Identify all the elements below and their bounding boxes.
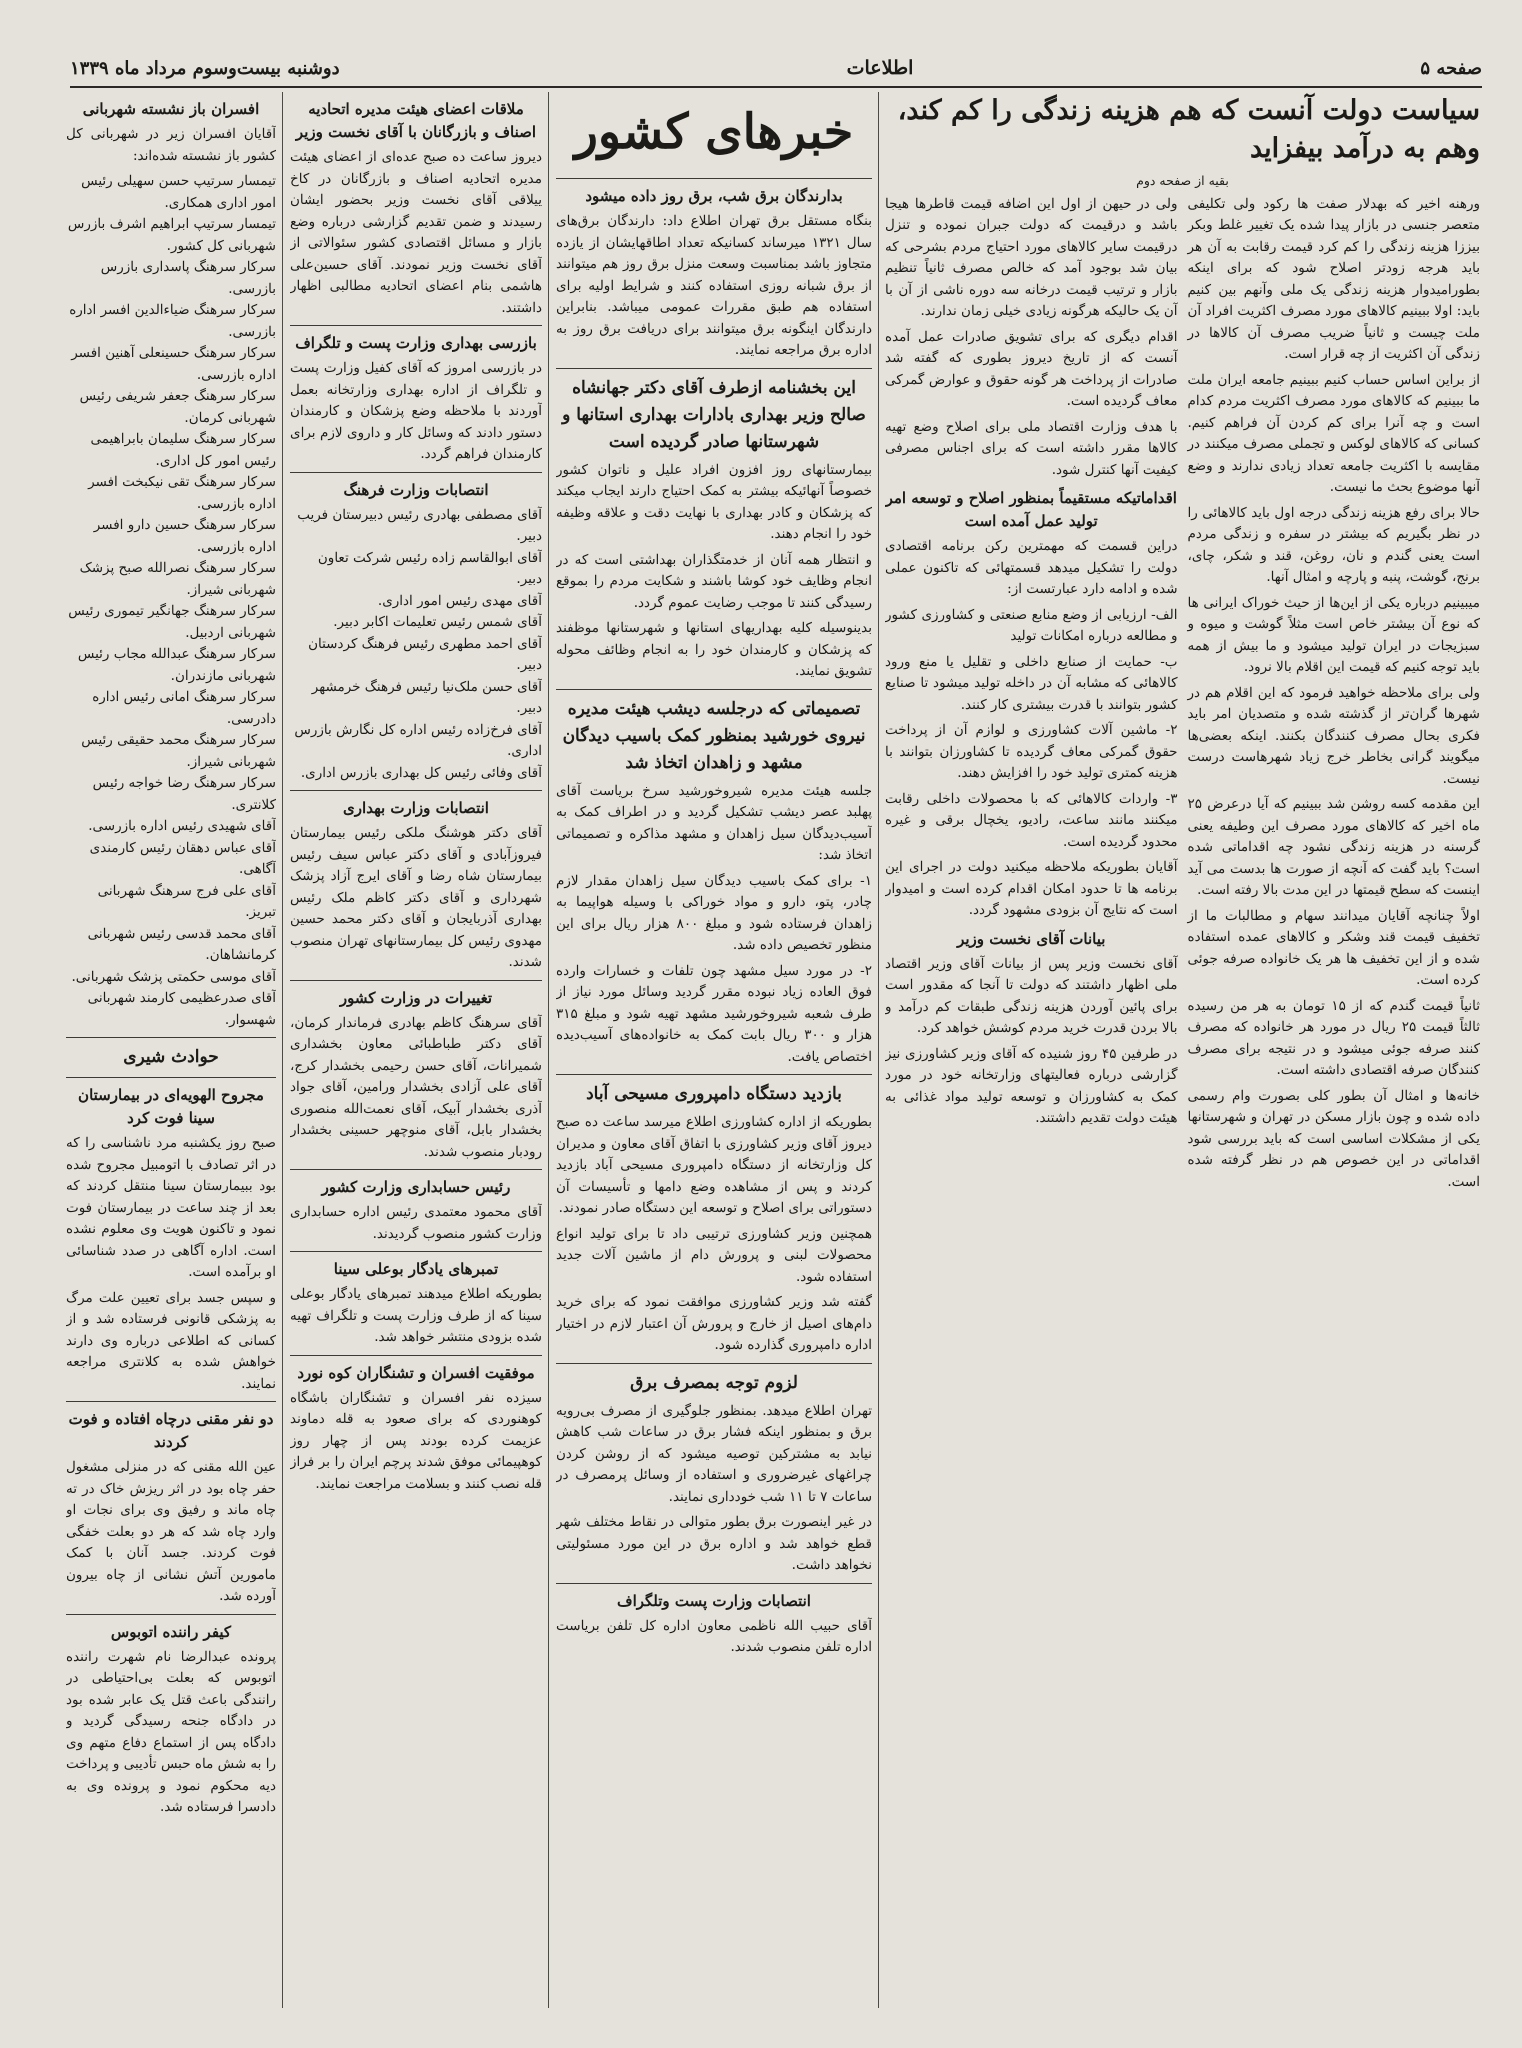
paragraph: آقای محمود معتمدی رئیس اداره حسابداری وزارت کشور منصوب گردیدند. (290, 1204, 542, 1242)
paragraph: این مقدمه کسه روشن شد ببینیم که آیا درعرض ۲۵ ماه اخیر که کالاهای مورد مصرف این وطیفه یعنی گرسنه در هزینه زندگی نشود چه اقداماتی شده است؟ باید گفت که آنچه از صورت ها بدست می آید اینست که سطح قیمتها در این مدت بالا رفته است. (1187, 796, 1480, 898)
paragraph: ولی برای ملاحظه خواهید فرمود که این اقلام هم در شهرها گران‌تر از گذشته شده و متصدیان امر باید فکری بحال مصرف کنندگان بکنند. اینکه بعضی‌ها میگویند گرانی بخاطر خرج زیاد شهرهاست درست نیست. (1187, 684, 1480, 787)
list-item: سرکار سرهنگ ضیاءالدین افسر اداره بازرسی. (69, 302, 276, 340)
paragraph: آقایان بطوریکه ملاحظه میکنید دولت در اجرای این برنامه ها تا حدود امکان اقدام کرده است و امیدوار است که نتایج آن بزودی مشهود گردد. (885, 859, 1178, 918)
divider (556, 689, 872, 690)
divider (66, 1614, 276, 1615)
page-number: صفحه ۵ (1420, 57, 1482, 79)
paragraph: همچنین وزیر کشاورزی ترتیبی داد تا برای تولید انواع محصولات لبنی و پرورش دام از ماشین آلات جدید استفاده شود. (556, 1225, 872, 1285)
divider (290, 472, 542, 473)
paragraph: ۲- در مورد سیل مشهد چون تلفات و خسارات وارده فوق العاده زیاد نبوده مقرر گردید وسائل مورد نیاز از طرف شعبه شیروخورشید مشهد تهیه شود و مبلغ ۳۱۵ هزار و ۳۰۰ ریال بابت کمک به خانواده‌های آسیب‌دیده اختصاص یافت. (556, 962, 872, 1065)
paragraph: دیروز ساعت ده صبح عده‌ای از اعضای هیئت مدیره اتحادیه اصناف و بازرگانان در کاخ ییلاقی آقای نخست وزیر بحضور ایشان رسیدند و ضمن تقدیم گزارشی درباره وضع بازار و مسائل اقتصادی کشور سئوالاتی از آقای نخست وزیر نمودند. آقای حسین‌علی هاشمی بنام اعضای اتحادیه مطالبی اظهار داشتند. (290, 149, 542, 316)
divider (66, 1037, 276, 1038)
paragraph: خانه‌ها و امثال آن بطور کلی بصورت وام رسمی داده شده و چون بازار مسکن در تهران و شهرستانها یکی از مشکلات اساسی است که باید بررسی شود اقداماتی در این خصوص هم در نظر گرفته شده است. (1187, 1087, 1480, 1190)
list-item: تیمسار سرتیپ ابراهیم اشرف بازرس شهربانی کل کشور. (67, 216, 276, 254)
paragraph: پرونده عبدالرضا نام شهرت راننده اتوبوس که بعلت بی‌احتیاطی در رانندگی باعث قتل یک عابر شده بود در دادگاه جنحه رسیدگی گردید و دادگاه پس از استماع دفاع متهم وی را به شش ماه حبس تأدیبی و پرداخت دیه محکوم نمود و پرونده وی به دادسرا فرستاده شد. (66, 1648, 276, 1815)
divider (556, 178, 872, 179)
section-heading: بیانات آقای نخست وزیر (957, 929, 1106, 948)
paragraph: دراین قسمت که مهمترین رکن برنامه اقتصادی دولت را تشکیل میدهد قسمتهائی که تاکنون عملی شده و ادامه دارد عبارتست از: (885, 538, 1178, 597)
paragraph: آقای حبیب الله ناظمی معاون اداره کل تلفن بریاست اداره تلفن منصوب شدند. (556, 1617, 872, 1655)
appointee-list (290, 505, 542, 785)
divider (66, 1077, 276, 1078)
list-item: آقای حسن ملک‌نیا رئیس فرهنگ خرمشهر دبیر. (311, 678, 542, 716)
list-item: سرکار سرهنگ جهانگیر تیموری رئیس شهربانی اردبیل. (68, 603, 276, 641)
list-item: آقای شهیدی رئیس اداره بازرسی. (88, 818, 276, 834)
divider (290, 325, 542, 326)
news-heading: دو نفر مقنی درچاه افتاده و فوت کردند (68, 1410, 274, 1451)
paragraph: در طرفین ۴۵ روز شنیده که آقای وزیر کشاورزی نیز گزارشی درباره فعالیتهای وزارتخانه خود در مورد کمک به کشاورزان و توسعه تولید مواد غذائی به هیئت دولت تقدیم داشتند. (885, 1045, 1178, 1126)
paragraph: میبینیم درباره یکی از این‌ها از حیث خوراک ایرانی ها که نوع آن بیشتر خاص است مثلاً گوشت و میوه و سبزیجات در ایران تولید میشود و ما بیش از همه باید توجه کنیم که قیمت این اقلام بالا نرود. (1187, 594, 1480, 675)
news-heading: بازدید دستگاه دامپروری مسیحی آباد (586, 1084, 842, 1104)
list-item: سرکار سرهنگ تقی نیکبخت افسر اداره بازرسی. (88, 474, 276, 512)
news-heading: انتصابات وزارت پست وتلگراف (617, 1591, 811, 1610)
section-heading: حوادث شیری (123, 1047, 219, 1067)
news-heading: تمبرهای یادگار بوعلی سینا (333, 1260, 499, 1278)
paragraph: عین الله مقنی که در منزلی مشغول حفر چاه بود در اثر ریزش خاک در ته چاه ماند و رفیق وی برای نجات او وارد چاه شد که هر دو بعلت خفگی فوت کردند. جسد آنان با کمک مامورین آتش نشانی از چاه بیرون آورده شد. (66, 1459, 276, 1604)
divider (290, 1355, 542, 1356)
paragraph: الف- ارزیابی از وضع منابع صنعتی و کشاورزی کشور و مطالعه درباره امکانات تولید (885, 606, 1178, 644)
paragraph: گفته شد وزیر کشاورزی موافقت نمود که برای خرید دام‌های اصیل از خارج و پرورش آن اعتبار لازم در اختیار اداره دامپروری گذارده شود. (556, 1294, 872, 1353)
list-item: سرکار سرهنگ محمد حقیقی رئیس شهربانی شیراز. (81, 732, 276, 770)
news-heading: این بخشنامه ازطرف آقای دکتر جهانشاه صالح وزیر بهداری بادارات بهداری استانها و شهرستانها صادر گردیده است (562, 377, 866, 452)
list-item: سرکار سرهنگ عبدالله مجاب رئیس شهربانی مازندران. (77, 646, 276, 684)
column-rule (548, 92, 549, 2008)
list-item: آقای صدرعظیمی کارمند شهربانی شهسوار. (87, 990, 276, 1028)
lead-subcolumn-left (885, 194, 1178, 1198)
list-item: آقای وفائی رئیس کل بهداری بازرس اداری. (300, 764, 542, 781)
divider (290, 1251, 542, 1252)
appointments-column (290, 92, 542, 2018)
paragraph: صبح روز یکشنبه مرد ناشناسی را که در اثر تصادف با اتومبیل مجروح شده بود ببیمارستان سینا منتقل کردند که بعد از چند ساعت در بیمارستان فوت نمود و تاکنون هویت وی معلوم نشده است. اداره آگاهی در صدد شناسائی او برآمده است. (66, 1135, 276, 1280)
list-item: آقای مهدی رئیس امور اداری. (377, 592, 542, 609)
list-item: سرکار سرهنگ جعفر شریفی رئیس شهربانی کرمان. (79, 388, 276, 426)
paragraph: آقای نخست وزیر پس از بیانات آقای وزیر اقتصاد ملی اظهار داشتند که دولت تا آنجا که مقدور است برای پائین آوردن هزینه زندگی طبقات کم درآمد و بالا بردن قدرت خرید مردم کوشش خواهد کرد. (885, 955, 1178, 1036)
paragraph: ب- حمایت از صنایع داخلی و تقلیل یا منع ورود کالاهائی که مشابه آن در داخله تولید میشود تا صنایع کشور بتوانند با قدرت بیشتری کار کنند. (885, 653, 1178, 713)
news-heading: کیفر راننده اتوبوس (110, 1622, 232, 1641)
list-item: آقای موسی حکمتی پزشک شهربانی. (71, 968, 276, 985)
paragraph: با هدف وزارت اقتصاد ملی برای اصلاح وضع تهیه کالاها مقرر داشته است که برای اجناس مصرفی کیفیت آنها کنترل شود. (885, 418, 1178, 478)
paragraph: در بازرسی امروز که آقای کفیل وزارت پست و تلگراف از اداره بهداری وزارتخانه بعمل آوردند با ملاحظه وضع پزشکان و کارمندان دستور دادند که وسائل کار و داروی لازم برای کارمندان فراهم گردد. (290, 360, 542, 462)
paragraph: بیمارستانهای روز افزون افراد علیل و ناتوان کشور خصوصاً آنهائیکه بیشتر به کمک احتیاج دارند ایجاب میکند که پزشکان و کادر بهداری با نهایت دقت و علاقه وظیفه خود را انجام دهند. (556, 461, 872, 542)
masthead (70, 50, 1482, 88)
list-item: سرکار سرهنگ حسینعلی آهنین افسر اداره بازرسی. (71, 345, 276, 383)
divider (556, 368, 872, 369)
paragraph: بنگاه مستقل برق تهران اطلاع داد: دارندگان برق‌های سال ۱۳۲۱ میرساند کسانیکه تعداد اطاقهایشان از یازده متجاوز باشد بمناسبت وسعت منزل برق روز هم میتوانند از برق شبانه روزی استفاده کنند و شرایط اولیه برای استفاده هم طبق مقررات عمومی میباشد. بنابراین دارندگان اینگونه برق میتوانند برای دریافت برق روز به اداره برق مراجعه نمایند. (556, 213, 872, 358)
paragraph: ۲- ماشین آلات کشاورزی و لوازم آن از پرداخت حقوق گمرکی معاف گردیده تا کشاورزان بتوانند با هزینه کمتری تولید خود را افزایش دهند. (885, 722, 1178, 781)
list-item: آقای محمد قدسی رئیس شهربانی کرمانشاهان. (87, 925, 276, 963)
divider (66, 1401, 276, 1402)
paragraph: و سپس جسد برای تعیین علت مرگ به پزشکی قانونی فرستاده شد و از کسانی که اطلاعی درباره وی دارند خواهش شده به کلانتری مراجعه نمایند. (66, 1289, 276, 1392)
list-item: سرکار سرهنگ نصرالله صبح پزشک شهربانی شیراز. (79, 560, 276, 598)
paragraph: آقای سرهنگ کاظم بهادری فرماندار کرمان، آقای دکتر طباطبائی معاون بخشداری شمیرانات، آقای حسن رحیمی بخشدار کرج، آقای علی آزادی بخشدار ورامین، آقای جواد آذری بخشدار آبیک، آقای نعمت‌الله منصوری بخشدار بابل، آقای منوچهر حسینی بخشدار رودبار منصوب شدند. (290, 1014, 542, 1160)
news-heading: رئیس حسابداری وزارت کشور (321, 1178, 511, 1196)
lead-headline: سیاست دولت آنست که هم هزینه زندگی را کم کند، وهم به درآمد بیفزاید (897, 95, 1480, 164)
news-heading: انتصابات وزارت فرهنگ (343, 480, 489, 499)
retiree-list (66, 171, 276, 1031)
news-heading: بدارندگان برق شب، برق روز داده میشود (585, 187, 843, 205)
news-heading: مجروح الهویه‌ای در بیمارستان سینا فوت کرد (78, 1086, 264, 1127)
paragraph: بطوریکه اطلاع میدهند تمبرهای یادگار بوعلی سینا که از طرف وزارت پست و تلگراف تهیه شده بزودی منتشر خواهد شد. (290, 1286, 542, 1345)
news-heading: موفقیت افسران و تشنگاران کوه نورد (297, 1363, 535, 1382)
continued-note: بقیه از صفحه دوم (1136, 173, 1229, 188)
news-heading: تغییرات در وزارت کشور (339, 988, 493, 1007)
paragraph: بطوریکه از اداره کشاورزی اطلاع میرسد ساعت ده صبح دیروز آقای وزیر کشاورزی با اتفاق آقای معاون و مدیران کل وزارتخانه از دستگاه دامپروری مسیحی آباد بازدید کردند و پس از مشاهده وضع دامها و تأسیسات آن دستوراتی برای اصلاح و توسعه این دستگاه صادر نمودند. (556, 1114, 872, 1216)
list-item: آقای شمس رئیس تعلیمات اکابر دبیر. (333, 614, 542, 630)
news-heading: ملاقات اعضای هیئت مدیره اتحادیه اصناف و بازرگانان با آقای نخست وزیر (295, 100, 537, 141)
list-item: آقای احمد مطهری رئیس فرهنگ کردستان دبیر. (308, 635, 542, 673)
column-rule (282, 92, 283, 2008)
list-item: سرکار سرهنگ امانی رئیس اداره دادرسی. (92, 689, 276, 727)
list-item: آقای مصطفی بهادری رئیس دبیرستان فریب دبیر. (297, 506, 542, 544)
list-item: آقای عباس دهقان رئیس کارمندی آگاهی. (89, 839, 276, 877)
news-heading: تصمیماتی که درجلسه دیشب هیئت مدیره نیروی خورشید بمنظور کمک باسیب دیدگان مشهد و زاهدان اتخاذ شد (562, 698, 866, 773)
list-item: تیمسار سرتیپ حسن سهیلی رئیس امور اداری همکاری. (81, 173, 276, 211)
paragraph: و انتظار همه آنان از خدمتگذاران بهداشتی است که در انجام وظایف خود کوشا باشند و شکایت مردم را بموقع رسیدگی کنند تا موجب رضایت عموم گردد. (556, 551, 872, 611)
divider (556, 1074, 872, 1075)
section-heading: اقداماتیکه مستقیماً بمنظور اصلاح و توسعه امر تولید عمل آمده است (885, 489, 1177, 530)
divider (556, 1363, 872, 1364)
paragraph: از براین اساس حساب کنیم ببینیم جامعه ایران ملت ما ببینیم که کالاهای مورد مصرف اکثریت مردم کدام است و چه آنرا برای کم کردن آن فراهم کنیم. کسانی که کالاهای لوکس و تجملی مصرف میکنند در مقایسه با اکثریت جامعه تعداد زیادی ندارند و وضع آنها موضوع بحث ما نیست. (1187, 371, 1480, 495)
news-heading: بازرسی بهداری وزارت پست و تلگراف (295, 334, 537, 352)
divider (290, 980, 542, 981)
list-item: سرکار سرهنگ رضا خواجه رئیس کلانتری. (92, 775, 276, 813)
divider (290, 790, 542, 791)
divider (290, 1169, 542, 1170)
paragraph: حالا برای رفع هزینه زندگی درجه اول باید کالاهائی را در نظر بگیریم که بیشتر در سفره و زندگی مردم است یعنی گندم و نان، روغن، قند و شکر، چای، برنج، گوشت، پنبه و پارچه و امثال آنها. (1187, 504, 1480, 585)
police-and-incidents-column (66, 92, 276, 2018)
paragraph: اقدام دیگری که برای تشویق صادرات عمل آمده آنست که از تاریخ دیروز بطوری که گفته شد صادرات از پرداخت هر گونه حقوق و عوارض گمرکی معاف گردیده است. (885, 328, 1178, 409)
list-item: آقای علی فرج سرهنگ شهربانی تبریز. (97, 882, 276, 920)
list-item: سرکار سرهنگ حسین دارو افسر اداره بازرسی. (93, 517, 276, 555)
paragraph: تهران اطلاع میدهد. بمنظور جلوگیری از مصرف بی‌رویه برق و بمنظور اینکه فشار برق در ساعات شب کاهش نیابد به مشترکین توصیه میشود که از روشن کردن چراغهای غیرضروری و استفاده از وسائل پرمصرف در ساعات ۷ تا ۱۱ شب خودداری نمایند. (556, 1402, 872, 1505)
country-news (556, 92, 872, 2018)
issue-date: دوشنبه بیست‌وسوم مرداد ماه ۱۳۳۹ (70, 57, 340, 79)
paragraph: اولاً چنانچه آقایان میدانند سهام و مطالبات ما از تخفیف قیمت قند وشکر و کالاهای عمده استفاده شده و از این تخفیف ها هر یک خانواده صرفه جوئی کرده است. (1187, 907, 1480, 988)
news-heading: انتصابات وزارت بهداری (343, 799, 489, 817)
paragraph: جلسه هیئت مدیره شیروخورشید سرخ بریاست آقای پهلبد عصر دیشب تشکیل گردید و در اطراف کمک به آسیب‌دیدگان سیل زاهدان و مشهد مذاکره و تصمیماتی اتخاذ شد: (556, 782, 872, 863)
paragraph: ثانیاً قیمت گندم که از ۱۵ تومان به هر من رسیده ثالثاً قیمت ۲۵ ریال در مورد هر خانواده که مصرف کنند صرفه جوئی میشود و در نتیجه برای مصرف کنندگان صرفه اقتصادی داشته است. (1187, 997, 1480, 1078)
paragraph: بدینوسیله کلیه بهداریهای استانها و شهرستانها موظفند که پزشکان و کارمندان خود را به انجام وظائف محوله تشویق نمایند. (556, 620, 872, 679)
paragraph: آقایان افسران زیر در شهربانی کل کشور باز نشسته شده‌اند: (66, 126, 276, 164)
list-item: سرکار سرهنگ سلیمان بابراهیمی رئیس امور کل اداری. (90, 431, 276, 469)
paragraph: ورهنه اخیر که بهدلار صفت ها رکود ولی تکلیفی متعصر جنسی در بازار پیدا شده یک تغییر غلط وبکر بیززا هزینه زندگی را کم کرد قیمت رقابت به آن هر باید هرجه زودتر اصلاح شود که برای اینکه بطورامیدوار هزینه زندگی یک ملی وآنهم بین کنیم باید: اولا ببینیم کالاهای مورد مصرف اکثریت افراد آن ملت چیست و ثانیاً ضریب مصرف آن کالاها در زندگی آن اکثریت از چه قرار است. (1187, 195, 1480, 362)
divider (556, 1583, 872, 1584)
paragraph: در غیر اینصورت برق بطور متوالی در نقاط مختلف شهر قطع خواهد شد و اداره برق در این مورد مسئولیتی نخواهد داشت. (556, 1514, 872, 1573)
list-item: سرکار سرهنگ پاسداری بازرس بازرسی. (100, 259, 276, 297)
paragraph: سیزده نفر افسران و تشنگاران باشگاه کوهنوردی که برای صعود به قله دماوند عزیمت کرده بودند پس از چهار روز کوهپیمائی موفق شدند پرچم ایران را بر فراز قله نصب کنند و بسلامت مراجعت نمایند. (290, 1389, 542, 1492)
lead-article (885, 92, 1480, 2018)
country-news-headline: خبرهای کشور (574, 104, 854, 160)
column-rule (878, 92, 879, 2008)
lead-subcolumn-right (1188, 194, 1481, 1198)
paragraph: ۳- واردات کالاهائی که با محصولات داخلی رقابت میکنند مانند ساعت، رادیو، یخچال برقی و غیره محدود گردیده است. (885, 790, 1178, 850)
newspaper-name: اطلاعات (846, 57, 914, 79)
news-heading: لزوم توجه بمصرف برق (630, 1372, 798, 1393)
paragraph: آقای دکتر هوشنگ ملکی رئیس بیمارستان فیروزآبادی و آقای دکتر عباس سیف رئیس بیمارستان شاه رضا و آقای ایرج آزاد پزشک شهرداری و آقای دکتر کاظم ملک رئیس بهداری آذربایجان و آقای دکتر محمد حسین مهدوی رئیس کل بیمارستانهای تهران منصوب شدند. (290, 825, 542, 970)
list-item: آقای فرخ‌زاده رئیس اداره کل نگارش بازرس اداری. (294, 721, 542, 759)
paragraph: ۱- برای کمک باسیب دیدگان سیل زاهدان مقدار لازم چادر، پتو، دارو و مواد خوراکی با وسیله هواپیما به زاهدان فرستاده شود و مبلغ ۸۰۰ هزار ریال برای این منظور تخصیص داده شد. (556, 872, 872, 953)
list-item: آقای ابوالقاسم زاده رئیس شرکت تعاون دبیر. (317, 549, 542, 587)
paragraph: ولی در حیهن از اول این اضافه قیمت قاطرها هیجا باشد و درقیمت که دولت جبران نموده و تنزل درقیمت سایر کالاهای مورد احتیاج مردم بشرحی که بیان شد بوجود آمد که خالص مصرف ثانیاً تنظیم بازار و ترتیب قیمت درخانه سه دوره ناشی از آن با آن یک حالیکه هرگونه زیادی خیلی زمان ندارند. (885, 195, 1178, 319)
news-heading: افسران باز نشسته شهربانی (82, 100, 260, 118)
